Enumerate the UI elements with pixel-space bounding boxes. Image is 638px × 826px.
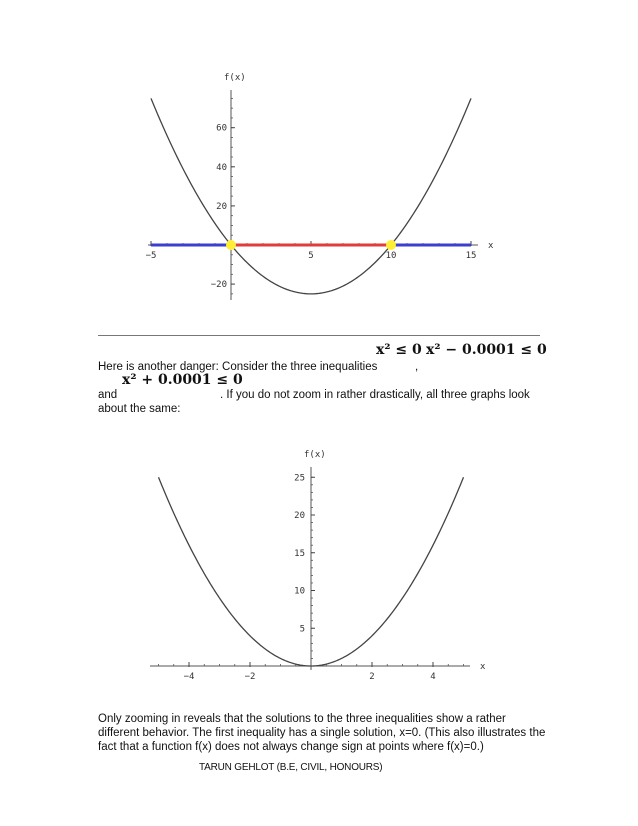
paragraph-1-line-3: about the same: <box>98 403 181 415</box>
x-tick-label: −4 <box>183 672 195 682</box>
y-axis-label: f(x) <box>224 73 246 83</box>
chart1-series <box>151 98 471 294</box>
chart1-labels <box>146 73 494 290</box>
paragraph-1-and: and <box>98 389 118 401</box>
x-tick-label: 5 <box>308 251 314 261</box>
x-tick-label: 15 <box>465 251 477 261</box>
root-point <box>226 240 236 250</box>
x-axis-label: x <box>480 662 486 672</box>
inequality-2: x² − 0.0001 ≤ 0 <box>426 342 547 358</box>
paragraph-1-suffix: . If you do not zoom in rather drastically, all three graphs look <box>220 389 530 401</box>
y-tick-label: 10 <box>294 586 305 597</box>
y-tick-label: 25 <box>294 473 305 484</box>
x-tick-label: −5 <box>145 251 157 261</box>
x-tick-label: 2 <box>369 672 375 682</box>
y-tick-label: 20 <box>216 201 227 212</box>
x-axis-label: x <box>488 241 494 251</box>
paragraph-1-comma: , <box>415 361 419 373</box>
chart2-labels <box>184 450 486 682</box>
y-tick-label: 15 <box>294 548 305 559</box>
paragraph-2-line-1: Only zooming in reveals that the solutions to the three inequalities show a rather <box>98 713 506 725</box>
y-tick-label: 5 <box>299 624 305 635</box>
section-divider <box>98 335 540 336</box>
x-tick-label: 4 <box>430 672 436 682</box>
footer-author: TARUN GEHLOT (B.E, CIVIL, HONOURS) <box>199 762 383 773</box>
paragraph-2-line-3: fact that a function f(x) does not always change sign at points where f(x)=0.) <box>98 741 484 753</box>
y-tick-label: 40 <box>216 162 227 173</box>
y-tick-label: 20 <box>294 511 305 521</box>
inequality-3: x² + 0.0001 ≤ 0 <box>122 372 243 388</box>
inequality-1: x² ≤ 0 <box>376 342 422 358</box>
chart-parabola-x-squared <box>0 440 638 690</box>
y-axis-label: f(x) <box>304 450 326 460</box>
paragraph-2-line-2: different behavior. The first inequality has a single solution, x=0. (This also illustrates the <box>98 727 546 739</box>
root-point <box>386 240 396 250</box>
x-tick-label: 10 <box>385 251 397 261</box>
y-tick-label: 60 <box>216 123 227 134</box>
chart-parabola-shifted <box>0 0 638 320</box>
paragraph-1-prefix: Here is another danger: Consider the three inequalities <box>98 361 378 373</box>
chart2-axes <box>150 467 470 670</box>
x-tick-label: −2 <box>244 672 256 682</box>
series-parabola <box>151 98 471 294</box>
y-tick-label: −20 <box>210 280 227 291</box>
